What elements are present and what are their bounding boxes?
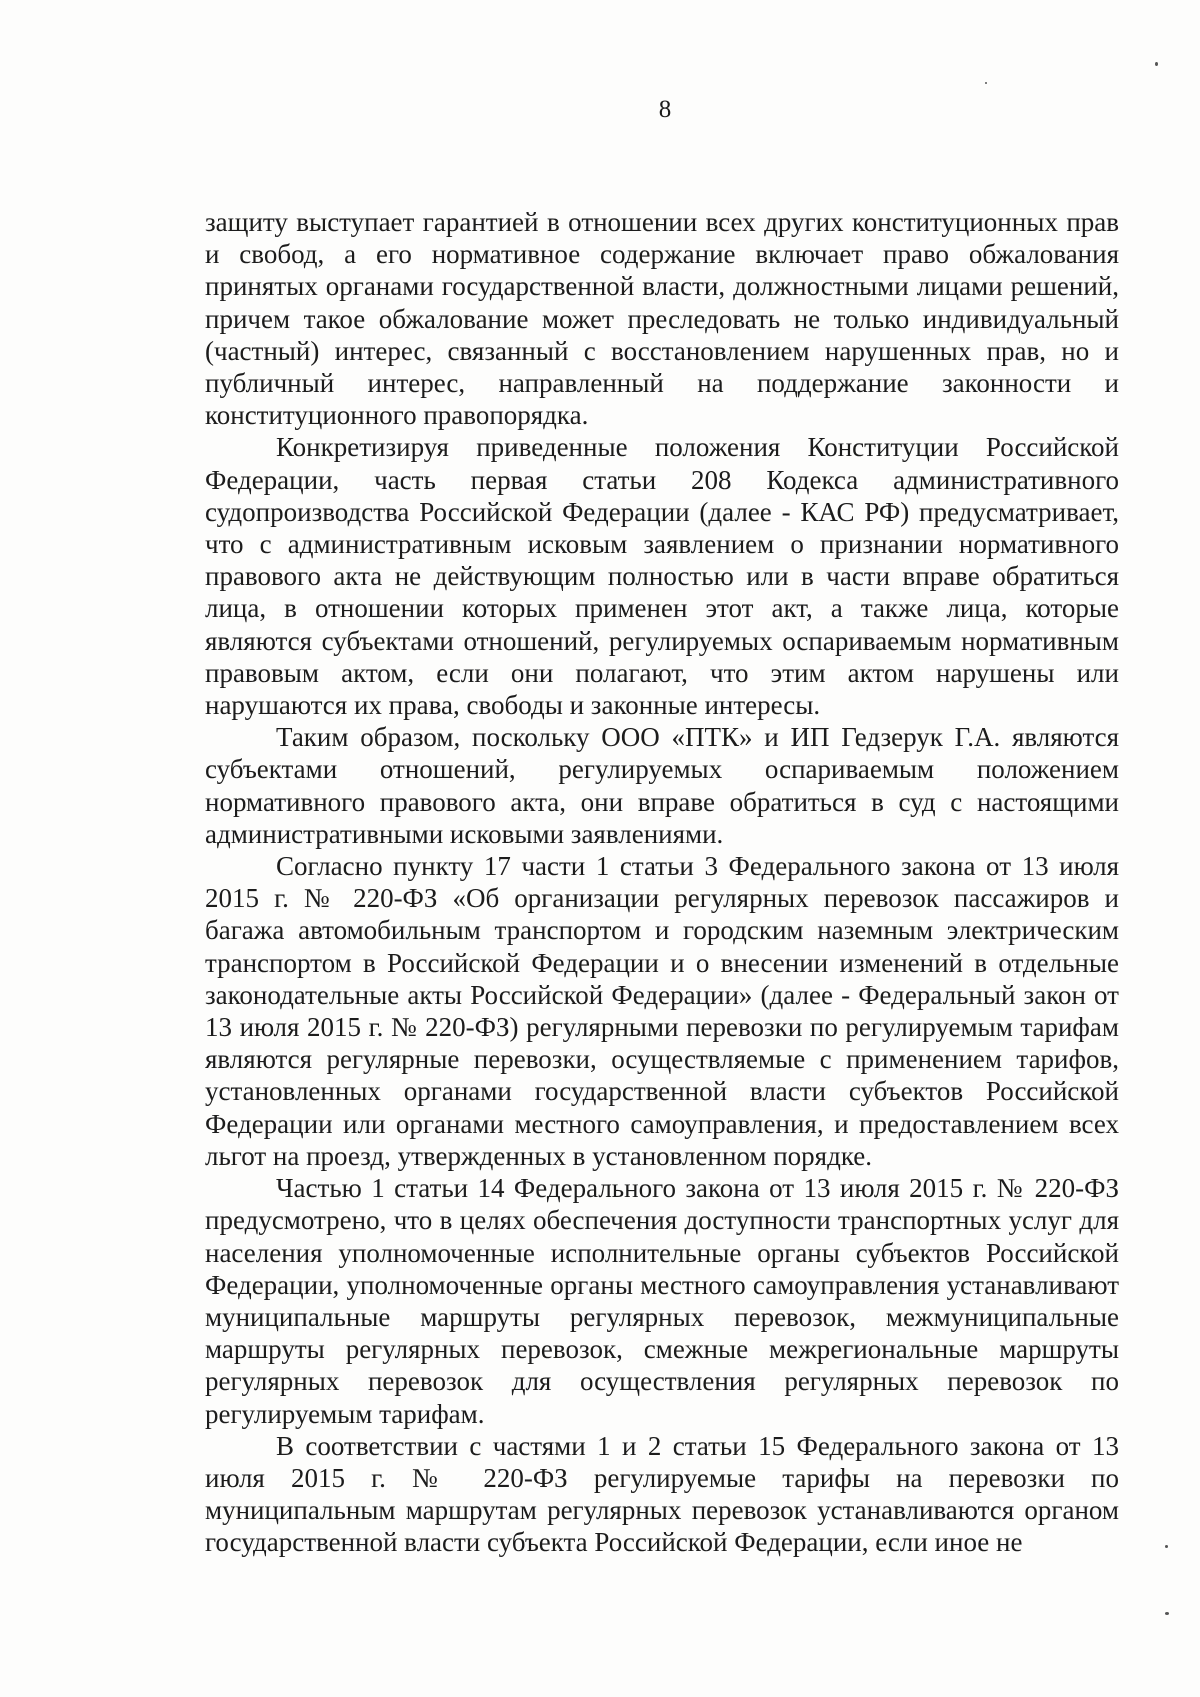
paragraph-6: В соответствии с частями 1 и 2 статьи 15 Федерального закона от 13 июля 2015 г. № 220-ФЗ регулируемые тарифы на перевозки по муниципальным маршрутам регулярных перевозок устанавливаются органом государственной власти субъекта Российской Федерации, если иное не bbox=[205, 1430, 1119, 1558]
paragraph-1: защиту выступает гарантией в отношении всех других конституционных прав и свобод, а его нормативное содержание включает право обжалования принятых органами государственной власти, должностными лицами решений, причем такое обжалование может преследовать не только индивидуальный (частный) интерес, связанный с восстановлением нарушенных прав, но и публичный интерес, направленный на поддержание законности и конституционного правопорядка. bbox=[205, 207, 1119, 431]
document-body bbox=[205, 206, 1119, 1559]
scan-speck bbox=[985, 82, 987, 84]
scan-speck bbox=[1165, 1545, 1168, 1548]
paragraph-3: Таким образом, поскольку ООО «ПТК» и ИП Гедзерук Г.А. являются субъектами отношений, регулируемых оспариваемым положением нормативного правового акта, они вправе обратиться в суд с настоящими административными исковыми заявлениями. bbox=[205, 722, 1119, 849]
page-number: 8 bbox=[658, 96, 672, 123]
paragraph-2: Конкретизируя приведенные положения Конституции Российской Федерации, часть первая статьи 208 Кодекса административного судопроизводства Российской Федерации (далее - КАС РФ) предусматривает, что с административным исковым заявлением о признании нормативного правового акта не действующим полностью или в части вправе обратиться лица, в отношении которых применен этот акт, а также лица, которые являются субъектами отношений, регулируемых оспариваемым нормативным правовым актом, если они полагают, что этим актом нарушены или нарушаются их права, свободы и законные интересы. bbox=[205, 432, 1119, 721]
paragraph-4: Согласно пункту 17 части 1 статьи 3 Федерального закона от 13 июля 2015 г. № 220-ФЗ «Об организации регулярных перевозок пассажиров и багажа автомобильным транспортом и городским наземным электрическим транспортом в Российской Федерации и о внесении изменений в отдельные законодательные акты Российской Федерации» (далее - Федеральный закон от 13 июля 2015 г. № 220-ФЗ) регулярными перевозки по регулируемым тарифам являются регулярные перевозки, осуществляемые с применением тарифов, установленных органами государственной власти субъектов Российской Федерации или органами местного самоуправления, и предоставлением всех льгот на проезд, утвержденных в установленном порядке. bbox=[205, 851, 1119, 1171]
scan-speck bbox=[1155, 62, 1158, 66]
scan-speck bbox=[1165, 1612, 1169, 1615]
paragraph-5: Частью 1 статьи 14 Федерального закона от 13 июля 2015 г. № 220-ФЗ предусмотрено, что в целях обеспечения доступности транспортных услуг для населения уполномоченные исполнительные органы субъектов Российской Федерации, уполномоченные органы местного самоуправления устанавливают муниципальные маршруты регулярных перевозок, межмуниципальные маршруты регулярных перевозок, смежные межрегиональные маршруты регулярных перевозок для осуществления регулярных перевозок по регулируемым тарифам. bbox=[205, 1173, 1119, 1429]
